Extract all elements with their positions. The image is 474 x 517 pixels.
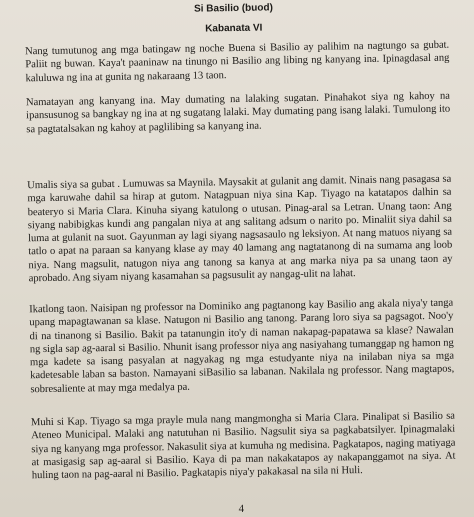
paragraph: Namatayan ang kanyang ina. May dumating na lalaking sugatan. Pinahakot siya ng kahoy na ipansusunog sa bangkay ng ina at ng sugatang lalaki. May dumating pang isang lalaki. Tumulong ito sa pagtatalsakan ng kahoy at paglilibing sa kanyang ina. [25,90,451,135]
document-title: Si Basilio (buod) [193,2,273,15]
chapter-heading: Kabanata VI [205,22,263,35]
paragraph: Umalis siya sa gubat . Lumuwas sa Maynila. Maysakit at gulanit ang damit. Ninais nang pasagasa sa mga karuwahe dahil sa hirap at gutom. Natagpuan niya sina Kap. Tiyago na katatapos dalhin sa beateryo si Maria Clara. Kinuha siyang katulong o utusan. Pinag-aral sa Letran. Unang taon: Ang siyang nabibigkas kundi ang pangalan niya at ang salitang adsum o narito po. Minaliit siya dahil sa luma at gulanit na suot. Gayunman ay lagi siyang nagsasaulo ng leksiyon. At nang matuos niyang sa tatlo o apat na paraan sa kanyang klase ay may 40 lamang ang nagtatanong di na sumama ang loob niya. Nang magsulit, natugon niya ang tanong sa kanya at ang marka niya pa sa unang taon ay aprobado. Ang siyam niyang kasamahan sa pagsusulit ay nangag-ulit na lahat. [27,173,453,285]
paragraph: Ikatlong taon. Naisipan ng professor na Dominiko ang pagtanong kay Basilio ang akala niya'y tanga upang mapagtawanan sa klase. Natugon ni Basilio ang tanong. Parang loro siya sa pagsagot. Noo'y di na tinanong si Basilio. Bakit pa tatanungin ito'y di naman nakapag-papatawa sa klase? Nawalan ng sigla sap ag-aaral si Basilio. Nhunit isang professor niya ang nasiyahang tumanggap ng hamon ng mga kadete sa isang pasyalan at nagyakag ng mga estudyante niya na inilaban niya sa mga kadetesable laban sa baston. Namayani siBasilio sa labanan. Nakilala ng professor. Nang magtapos, sobresaliente at may mga medalya pa. [29,297,455,396]
paragraph: Muhi si Kap. Tiyago sa mga prayle mula nang mangmongha si Maria Clara. Pinalipat si Basilio sa Ateneo Municipal. Malaki ang natutuhan ni Basilio. Nagsulit siya sa pagkabatsilyer. Ipinagmalaki siya ng kanyang mga professor. Nakasulit siya at kumuha ng medisina. Pagkatapos, naging matiyaga at masigasig sap ag-aaral si Basilio. Kaya di pa man nakakatapos ay nakapanggamot na siya. At huling taon na pag-aaral ni Basilio. Pagkatapis niya'y pakakasal na sila ni Huli. [30,410,456,482]
paragraph: Nang tumutunog ang mga batingaw ng noche Buena si Basilio ay palihim na nagtungo sa gubat. Paliit ng buwan. Kaya't paaninaw na tinungo ni Basilio ang libing ng kanyang ina. Ipinagdasal ang kaluluwa ng ina at gunita ng nakaraang 13 taon. [25,39,450,84]
page-number: 4 [238,502,245,516]
